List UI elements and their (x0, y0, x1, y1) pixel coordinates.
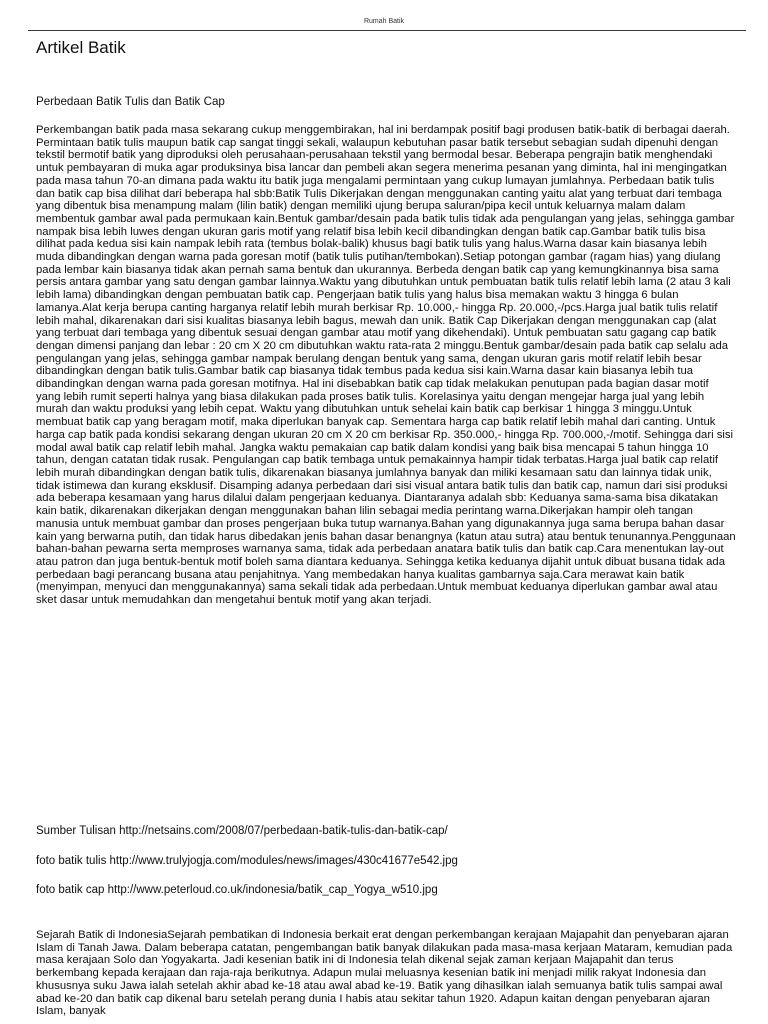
photo-credit-tulis: foto batik tulis http://www.trulyjogja.com/modules/news/images/430c41677e542.jpg (36, 855, 458, 867)
site-name: Rumah Batik (363, 18, 405, 25)
article-body: Perkembangan batik pada masa sekarang cukup menggembirakan, hal ini berdampak positif bagi produsen batik-batik di berbagai daerah. Permintaan batik tulis maupun batik cap sangat tinggi sekali, walaupun kebutuhan pasar batik tersebut sebagian sudah dipenuhi dengan tekstil bermotif batik yang diproduksi oleh perusahaan-perusahaan tekstil yang bermodal besar. Beberapa pengrajin batik menghendaki untuk pembayaran di muka agar produksinya bisa lancar dan pembeli akan segera menerima pesanan yang diminta, hal ini mengingatkan pada masa tahun 70-an dimana pada waktu itu batik juga mengalami permintaan yang cukup lumayan jumlahnya. Perbedaan batik tulis dan batik cap bisa dilihat dari beberapa hal sbb:Batik Tulis Dikerjakan dengan menggunakan canting yaitu alat yang terbuat dari tembaga yang dibentuk bisa menampung malam (lilin batik) dengan memiliki ujung berupa saluran/pipa kecil untuk keluarnya malam dalam membentuk gambar awal pada permukaan kain.Bentuk gambar/desain pada batik tulis tidak ada pengulangan yang jelas, sehingga gambar nampak bisa lebih luwes dengan ukuran garis motif yang relatif bisa lebih kecil dibandingkan dengan batik cap.Gambar batik tulis bisa dilihat pada kedua sisi kain nampak lebih rata (tembus bolak-balik) khusus bagi batik tulis yang halus.Warna dasar kain biasanya lebih muda dibandingkan dengan warna pada goresan motif (batik tulis putihan/tembokan).Setiap potongan gambar (ragam hias) yang diulang pada lembar kain biasanya tidak akan pernah sama bentuk dan ukurannya. Berbeda dengan batik cap yang kemungkinannya bisa sama persis antara gambar yang satu dengan gambar lainnya.Waktu yang dibutuhkan untuk pembuatan batik tulis relatif lebih lama (2 atau 3 kali lebih lama) dibandingkan dengan pembuatan batik cap. Pengerjaan batik tulis yang halus bisa memakan waktu 3 hingga 6 bulan lamanya.Alat kerja berupa canting harganya relatif lebih murah berkisar Rp. 10.000,- hingga Rp. 20.000,-/pcs.Harga jual batik tulis relatif lebih mahal, dikarenakan dari sisi kualitas biasanya lebih bagus, mewah dan unik. Batik Cap Dikerjakan dengan menggunakan cap (alat yang terbuat dari tembaga yang dibentuk sesuai dengan gambar atau motif yang dikehendaki). Untuk pembuatan satu gagang cap batik dengan dimensi panjang dan lebar : 20 cm X 20 cm dibutuhkan waktu rata-rata 2 minggu.Bentuk gambar/desain pada batik cap selalu ada pengulangan yang jelas, sehingga gambar nampak berulang dengan bentuk yang sama, dengan ukuran garis motif relatif lebih besar dibandingkan dengan batik tulis.Gambar batik cap biasanya tidak tembus pada kedua sisi kain.Warna dasar kain biasanya lebih tua dibandingkan dengan warna pada goresan motifnya. Hal ini disebabkan batik cap tidak melakukan penutupan pada bagian dasar motif yang lebih rumit seperti halnya yang biasa dilakukan pada proses batik tulis. Korelasinya yaitu dengan mengejar harga jual yang lebih murah dan waktu produksi yang lebih cepat. Waktu yang dibutuhkan untuk sehelai kain batik cap berkisar 1 hingga 3 minggu.Untuk membuat batik cap yang beragam motif, maka diperlukan banyak cap. Sementara harga cap batik relatif lebih mahal dari canting. Untuk harga cap batik pada kondisi sekarang dengan ukuran 20 cm X 20 cm berkisar Rp. 350.000,- hingga Rp. 700.000,-/motif. Sehingga dari sisi modal awal batik cap relatif lebih mahal. Jangka waktu pemakaian cap batik dalam kondisi yang baik bisa mencapai 5 tahun hingga 10 tahun, dengan catatan tidak rusak. Pengulangan cap batik tembaga untuk pemakainnya hampir tidak terbatas.Harga jual batik cap relatif lebih murah dibandingkan dengan batik tulis, dikarenakan biasanya jumlahnya banyak dan miliki kesamaan satu dan lainnya tidak unik, tidak istimewa dan kurang eksklusif. Disamping adanya perbedaan dari sisi visual antara batik tulis dan batik cap, namun dari sisi produksi ada beberapa kesamaan yang harus dilalui dalam pengerjaan keduanya. Diantaranya adalah sbb: Keduanya sama-sama bisa dikatakan kain batik, dikarenakan dikerjakan dengan menggunakan bahan lilin sebagai media perintang warna.Dikerjakan hampir oleh tangan manusia untuk membuat gambar dan proses pengerjaan buka tutup warnanya.Bahan yang digunakannya juga sama berupa bahan dasar kain yang berwarna putih, dan tidak harus dibedakan jenis bahan dasar benangnya (katun atau sutra) atau bentuk tenunannya.Penggunaan bahan-bahan pewarna serta memproses warnanya sama, tidak ada perbedaan anatara batik tulis dan batik cap.Cara menentukan lay-out atau patron dan juga bentuk-bentuk motif boleh sama diantara keduanya. Sehingga ketika keduanya dijahit untuk dibuat busana tidak ada perbedaan bagi perancang busana atau penjahitnya. Yang membedakan hanya kualitas gambarnya saja.Cara merawat kain batik (menyimpan, menyuci dan menggunakannya) sama sekali tidak ada perbedaan.Untuk membuat keduanya diperlukan gambar awal atau sket dasar untuk memudahkan dan mengetahui bentuk motif yang akan terjadi. (36, 124, 736, 607)
photo-credit-cap: foto batik cap http://www.peterloud.co.uk/indonesia/batik_cap_Yogya_w510.jpg (36, 884, 438, 896)
article-body-history: Sejarah Batik di IndonesiaSejarah pembatikan di Indonesia berkait erat dengan perkembangan kerajaan Majapahit dan penyebaran ajaran Islam di Tanah Jawa. Dalam beberapa catatan, pengembangan batik banyak dilakukan pada masa-masa kerjaan Mataram, kemudian pada masa kerajaan Solo dan Yogyakarta. Jadi kesenian batik ini di Indonesia telah dikenal sejak zaman kerjaan Majapahit dan terus berkembang kepada kerajaan dan raja-raja berikutnya. Adapun mulai meluasnya kesenian batik ini menjadi milik rakyat Indonesia dan khususnya suku Jawa ialah setelah akhir abad ke-18 atau awal abad ke-19. Batik yang dihasilkan ialah semuanya batik tulis sampai awal abad ke-20 dan batik cap dikenal baru setelah perang dunia I habis atau sekitar tahun 1920. Adapun kaitan dengan penyebaran ajaran Islam, banyak (36, 929, 733, 1018)
source-citation: Sumber Tulisan http://netsains.com/2008/07/perbedaan-batik-tulis-dan-batik-cap/ (36, 825, 448, 837)
page-header (0, 0, 768, 31)
article-title: Artikel Batik (36, 38, 126, 57)
article-subtitle: Perbedaan Batik Tulis dan Batik Cap (36, 95, 225, 108)
header-divider (28, 30, 746, 31)
